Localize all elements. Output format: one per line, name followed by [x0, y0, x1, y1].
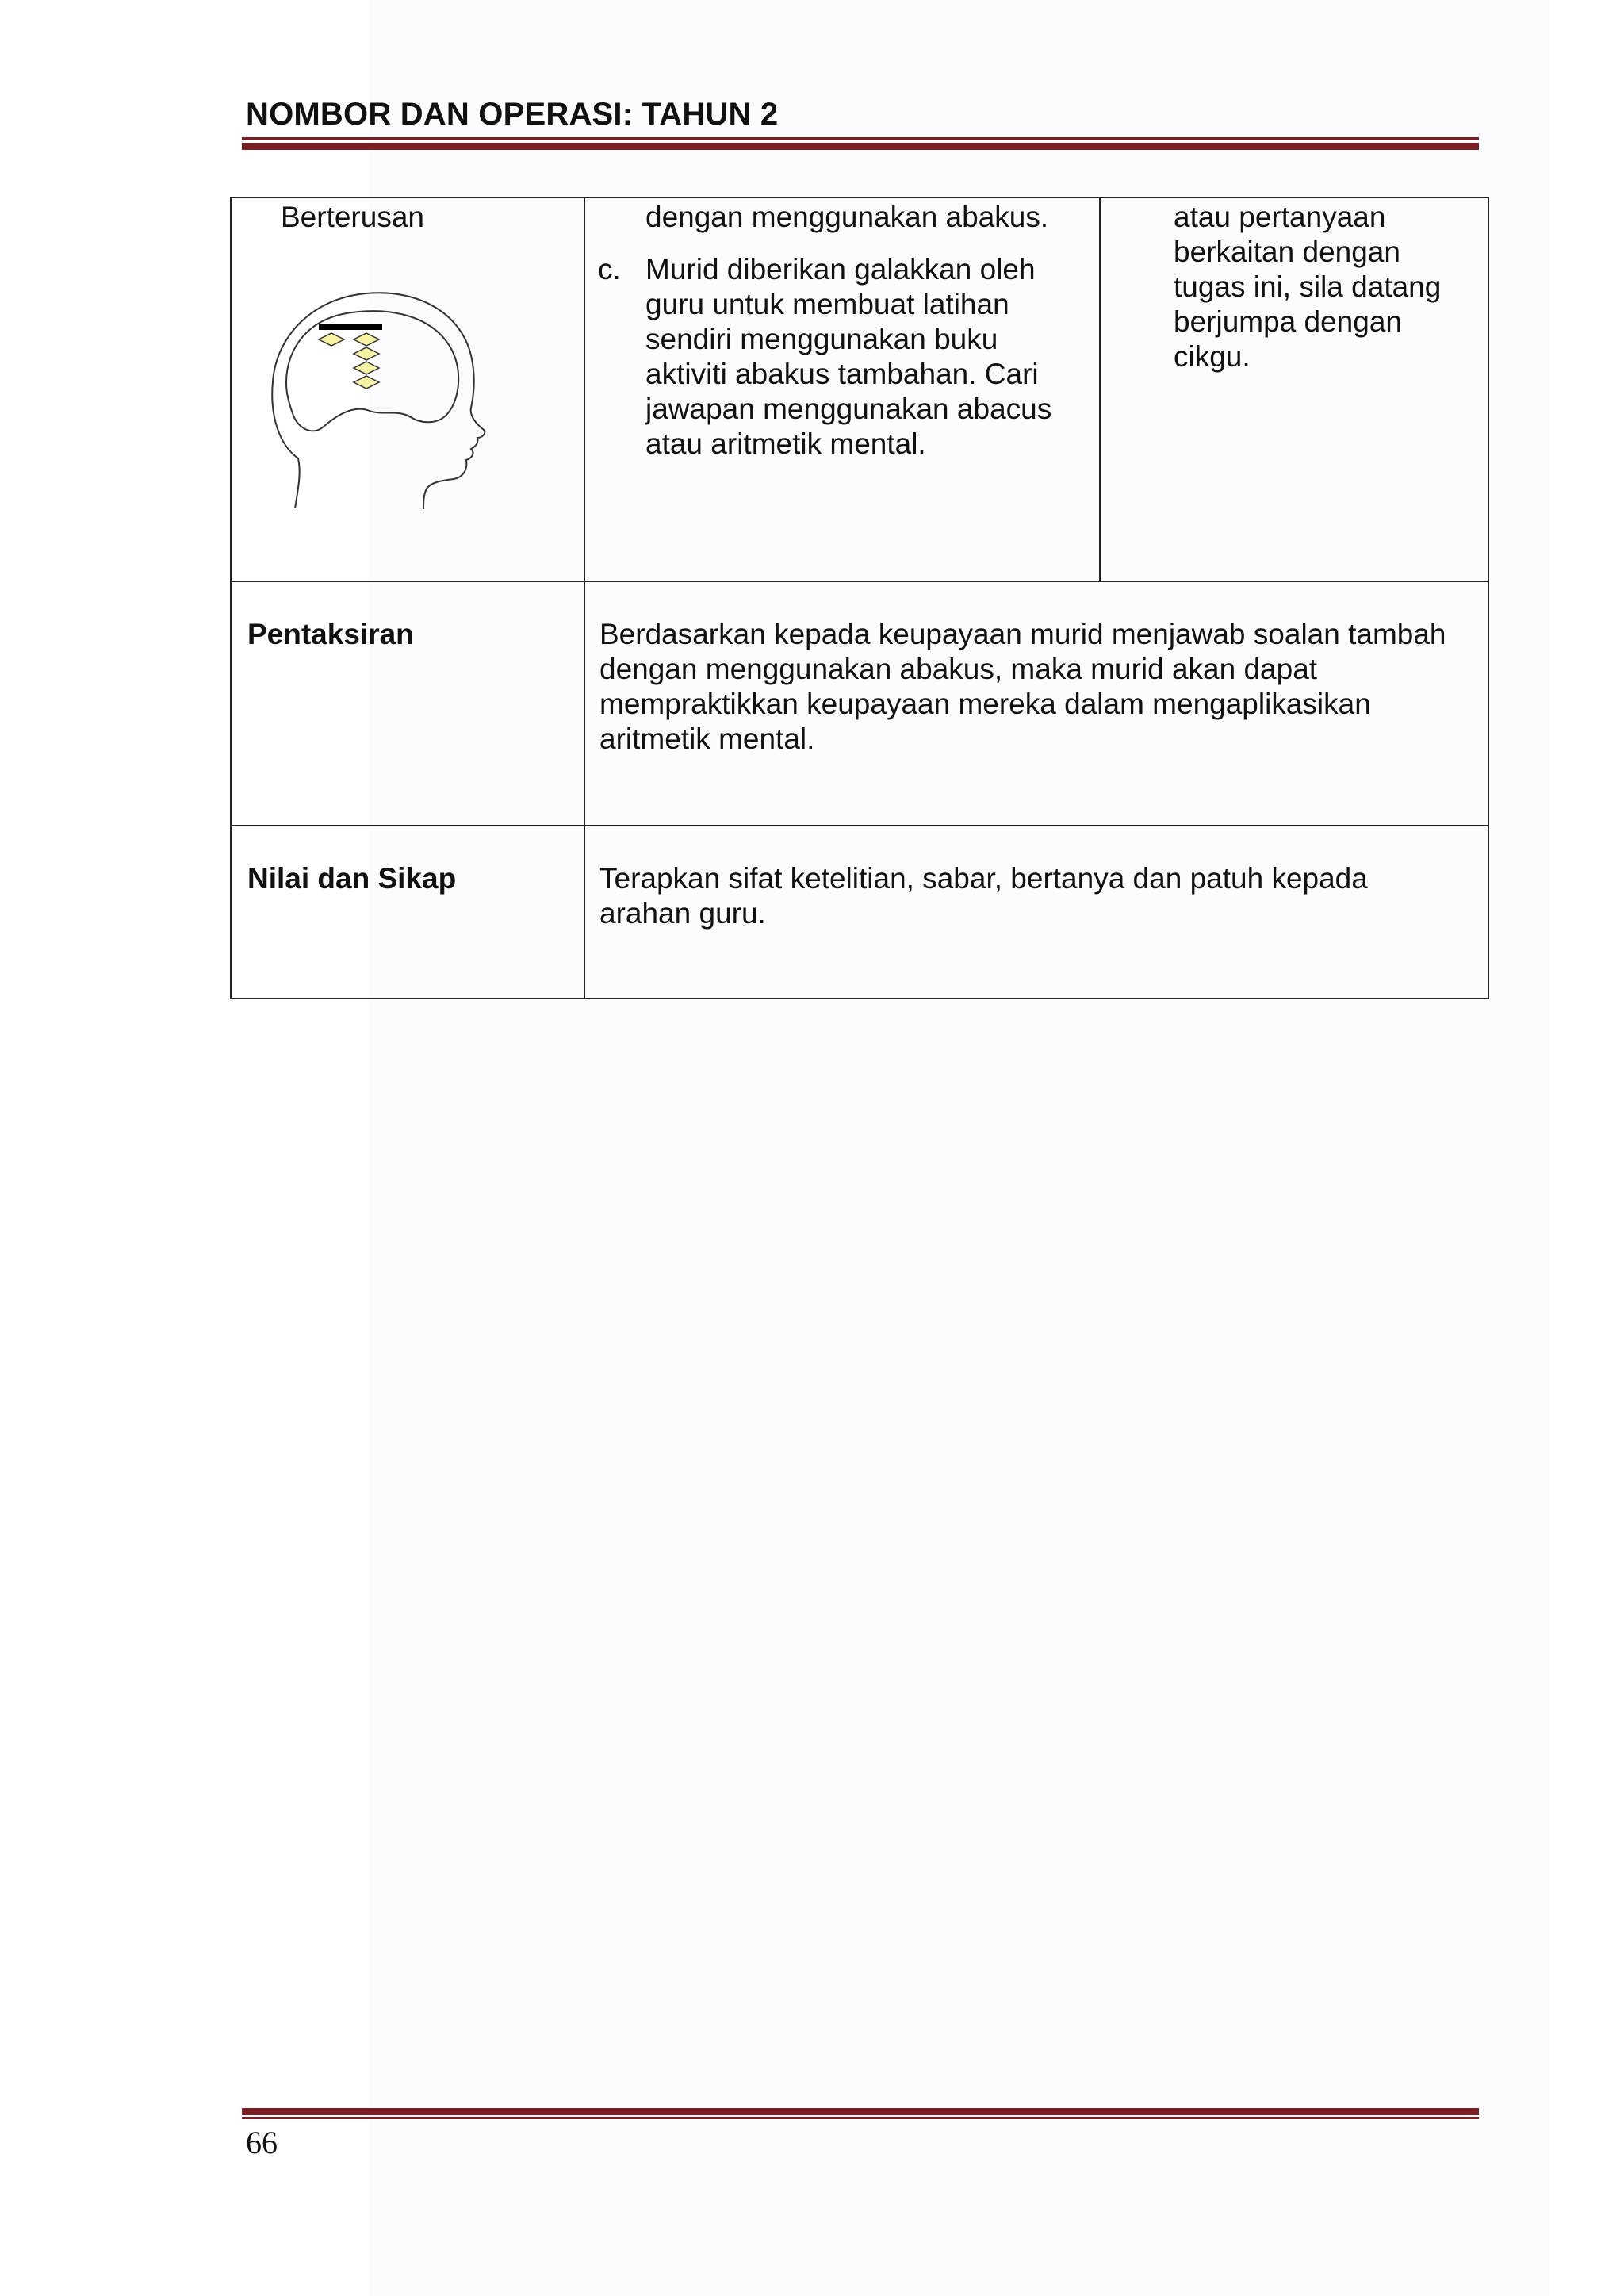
row-label-nilai-dan-sikap: Nilai dan Sikap: [231, 826, 584, 999]
list-item-text: Murid diberikan galakkan oleh guru untuk membuat latihan sendiri menggunakan buku aktiviti abakus tambahan. Cari jawapan menggunakan abacus atau aritmetik mental.: [645, 253, 1052, 460]
notes-cell: [1100, 197, 1488, 581]
row-label-pentaksiran: Pentaksiran: [231, 581, 584, 826]
table-row: [231, 197, 1488, 581]
row-label: Berterusan: [281, 201, 424, 233]
list-marker: c.: [598, 253, 621, 286]
assessment-text: Berdasarkan kepada keupayaan murid menjawab soalan tambah dengan menggunakan abakus, maka murid akan dapat mempraktikkan keupayaan mereka dalam mengaplikasikan aritmetik mental.: [584, 581, 1488, 826]
head-with-abacus-icon: [263, 274, 493, 509]
header-rule-thin: [242, 137, 1479, 140]
list-item: [585, 252, 1085, 462]
footer-rule-thin: [242, 2117, 1479, 2119]
table-row: [231, 581, 1488, 826]
values-text: Terapkan sifat ketelitian, sabar, bertanya dan patuh kepada arahan guru.: [584, 826, 1488, 999]
footer-rule-thick: [242, 2108, 1479, 2115]
page-header-title: NOMBOR DAN OPERASI: TAHUN 2: [246, 97, 779, 132]
lesson-plan-table: [230, 197, 1489, 999]
row-label-cell: [231, 197, 584, 581]
notes-text: atau pertanyaan berkaitan dengan tugas ini, sila datang berjumpa dengan cikgu.: [1174, 201, 1442, 373]
activity-continuation-text: dengan menggunakan abakus.: [645, 201, 1049, 233]
page-number: 66: [246, 2125, 278, 2160]
activity-steps-cell: [584, 197, 1100, 581]
table-row: [231, 826, 1488, 999]
header-rule-thick: [242, 143, 1479, 150]
